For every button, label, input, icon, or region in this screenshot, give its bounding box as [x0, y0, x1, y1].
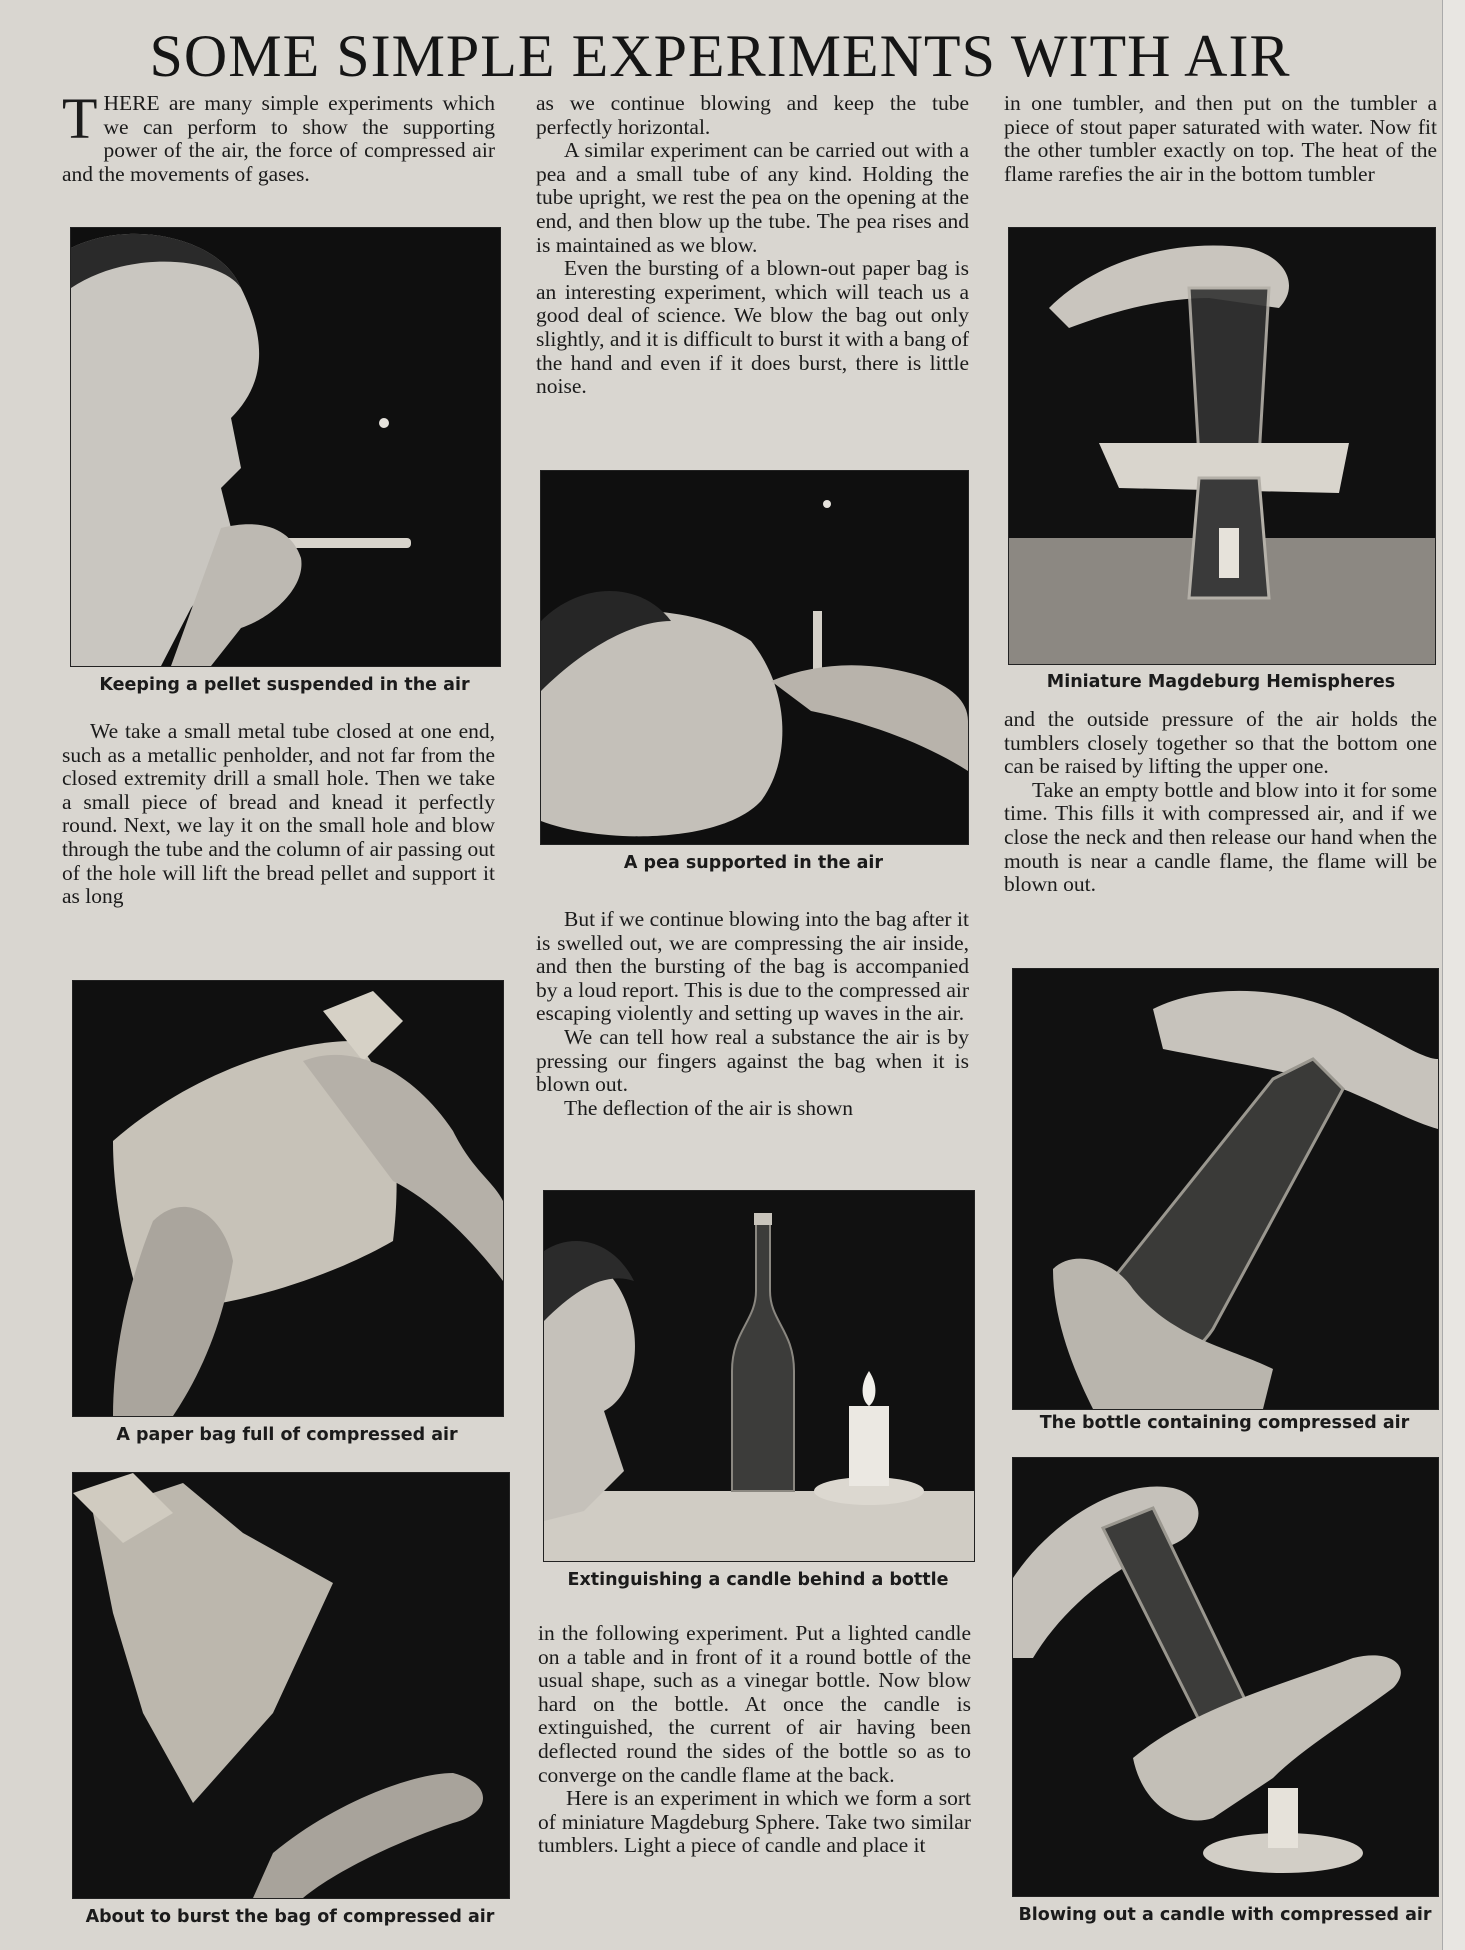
- intro-paragraph: [62, 86, 495, 186]
- column-3-middle: [1004, 708, 1437, 897]
- paragraph-empty-bottle: Take an empty bottle and blow into it for some time. This fills it with compressed air, and if we close the neck and then release our hand when the mouth is near a candle flame, the flame will be blown out.: [1004, 777, 1437, 897]
- page-title: SOME SIMPLE EXPERIMENTS WITH AIR: [149, 23, 1291, 89]
- column-2-middle: [536, 908, 969, 1120]
- paragraph-pea: A similar experiment can be carried out with a pea and a small tube of any kind. Holding the tube upright, we rest the pea on the opening at the end, and then blow up the tube. The pea rises and is maintained as we blow.: [536, 138, 969, 257]
- bottle-hands-illustration: [1013, 969, 1438, 1409]
- photo-candle-bottle: [543, 1190, 975, 1562]
- intro-text: are many simple experiments which we can perform to show the supporting power of the air, the force of compressed air and the movements of gases.: [62, 91, 495, 186]
- candle-behind-bottle-illustration: [544, 1191, 974, 1561]
- burst-bag-illustration: [73, 1473, 509, 1898]
- caption-paper-bag: A paper bag full of compressed air: [116, 1425, 458, 1445]
- paragraph-following-experiment: in the following experiment. Put a lighted candle on a table and in front of it a round bottle of the usual shape, such as a vinegar bottle. Now blow hard on the bottle. At once the candle is extinguished, the current of air having been deflected round the sides of the bottle so as to converge on the candle flame at the back.: [538, 1621, 971, 1787]
- boy-blowing-tube-illustration: [71, 228, 500, 666]
- caption-candle-bottle: Extinguishing a candle behind a bottle: [567, 1570, 949, 1590]
- paragraph-tumbler: in one tumbler, and then put on the tumbler a piece of stout paper saturated with water. Now fit the other tumbler exactly on top. The heat of the flame rarefies the air in the bottom tumbler: [1004, 91, 1437, 186]
- pea-tube-illustration: [541, 471, 968, 844]
- column-1-body: [62, 720, 495, 909]
- page-edge: [1442, 0, 1465, 1950]
- caption-blowing-out: Blowing out a candle with compressed air: [1018, 1905, 1432, 1925]
- photo-hemispheres: [1008, 227, 1436, 665]
- photo-pellet: [70, 227, 501, 667]
- paragraph-pressing: We can tell how real a substance the air is by pressing our fingers against the bag when it is blown out.: [536, 1024, 969, 1097]
- photo-bottle-compressed: [1012, 968, 1439, 1410]
- column-2-top: [536, 92, 969, 399]
- paragraph-paper-bag: Even the bursting of a blown-out paper bag is an interesting experiment, which will teach us a good deal of science. We blow the bag out only slightly, and it is difficult to burst it with a bang of the hand and even if it does burst, there is little noise.: [536, 256, 969, 399]
- column-1-intro: [62, 86, 495, 186]
- caption-pea: A pea supported in the air: [623, 853, 884, 873]
- blowing-out-candle-illustration: [1013, 1458, 1438, 1896]
- caption-bottle-compressed: The bottle containing compressed air: [1039, 1413, 1410, 1433]
- drop-cap: T: [62, 86, 98, 151]
- tumblers-illustration: [1009, 228, 1435, 664]
- column-3-top: [1004, 92, 1437, 186]
- paragraph-continue: as we continue blowing and keep the tube perfectly horizontal.: [536, 91, 969, 139]
- caption-pellet: Keeping a pellet suspended in the air: [99, 675, 470, 695]
- paragraph-deflection: The deflection of the air is shown: [564, 1095, 853, 1120]
- caption-hemispheres: Miniature Magdeburg Hemispheres: [1046, 672, 1396, 692]
- paragraph-tube-pellet: We take a small metal tube closed at one end, such as a metallic penholder, and not far from the closed extremity drill a small hole. Then we take a small piece of bread and knead it perfectly round. Next, we lay it on the small hole and blow through the tube and the column of air passing out of the hole will lift the bread pellet and support it as long: [62, 719, 495, 909]
- photo-burst: [72, 1472, 510, 1899]
- paragraph-outside-pressure: and the outside pressure of the air holds the tumblers closely together so that the bottom one can be raised by lifting the upper one.: [1004, 707, 1437, 779]
- photo-blowing-out: [1012, 1457, 1439, 1897]
- paragraph-magdeburg: Here is an experiment in which we form a sort of miniature Magdeburg Sphere. Take two similar tumblers. Light a piece of candle and place it: [538, 1786, 971, 1858]
- paper-bag-illustration: [73, 981, 503, 1416]
- paragraph-compressing: But if we continue blowing into the bag after it is swelled out, we are compressing the air inside, and then the bursting of the bag is accompanied by a loud report. This is due to the compressed air escaping violently and setting up waves in the air.: [536, 907, 969, 1026]
- photo-pea: [540, 470, 969, 845]
- intro-smallcaps: HERE: [103, 91, 160, 115]
- caption-burst: About to burst the bag of compressed air: [85, 1907, 495, 1927]
- photo-paper-bag: [72, 980, 504, 1417]
- column-2-bottom: [538, 1622, 971, 1858]
